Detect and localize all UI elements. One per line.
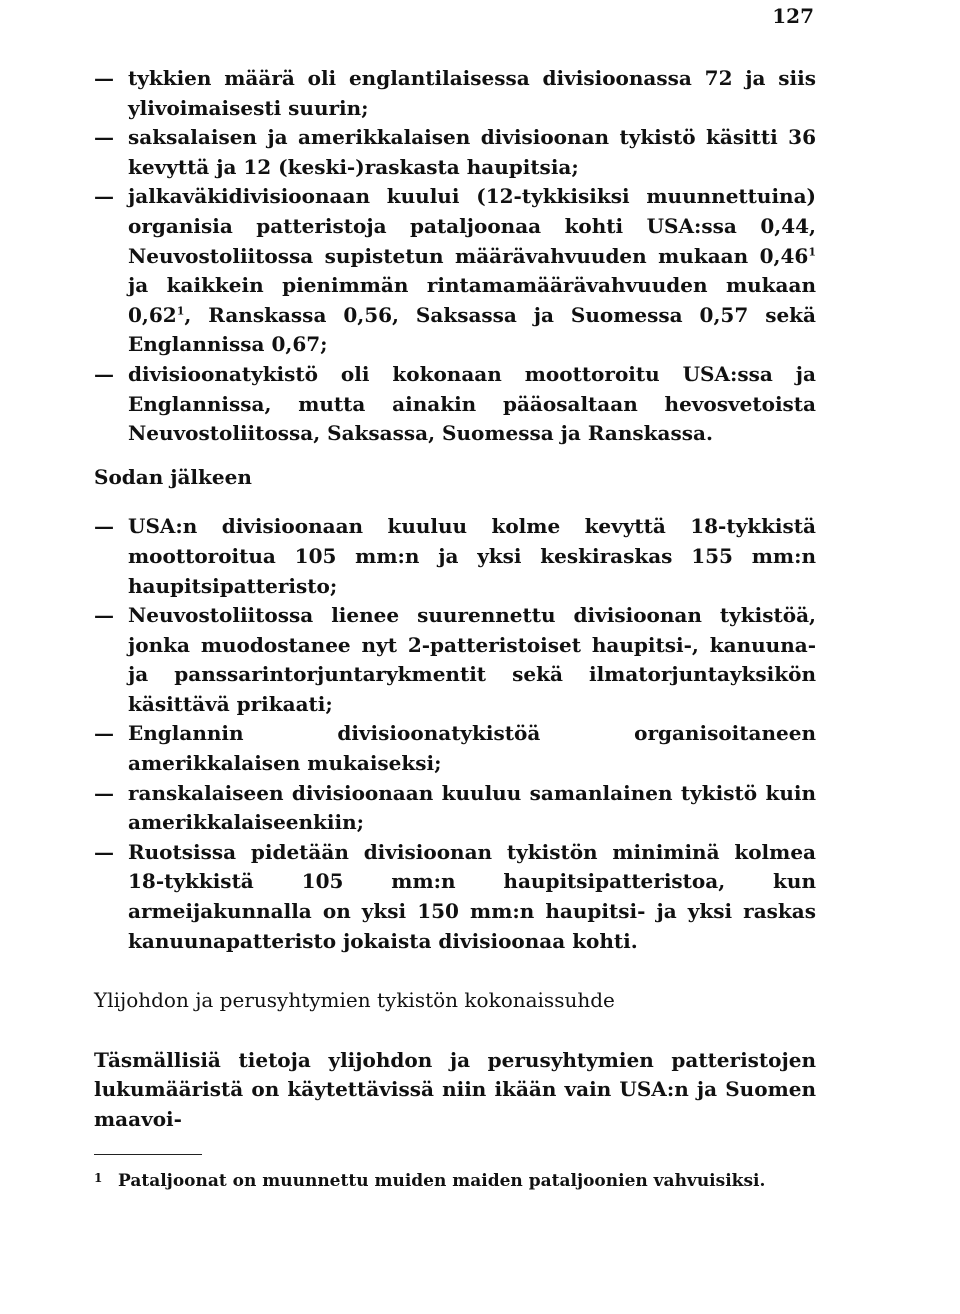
list-item	[94, 512, 816, 601]
list-item	[94, 360, 816, 449]
dash-marker: —	[94, 780, 114, 805]
text-segment: , Ranskassa 0,56, Saksassa ja Suomessa 0,57 sekä Englannissa 0,67;	[128, 302, 816, 357]
list-item	[94, 838, 816, 956]
list-item-text: divisioonatykistö oli kokonaan moottoroitu USA:ssa ja Englannissa, mutta ainakin pääosaltaan hevosvetoista Neuvostoliitossa, Saksassa, Suomessa ja Ranskassa.	[128, 361, 816, 446]
dash-marker: —	[94, 514, 114, 539]
footnote-ref: 1	[808, 244, 816, 258]
list-item-text: ranskalaiseen divisioonaan kuuluu samanlainen tykistö kuin amerikkalaiseenkiin;	[128, 780, 816, 835]
list-item-text	[128, 184, 816, 356]
list-item-text: saksalaisen ja amerikkalaisen divisioonan tykistö käsitti 36 kevyttä ja 12 (keski-)raskasta haupitsia;	[128, 125, 816, 179]
list-item	[94, 64, 816, 123]
list-item-text: Neuvostoliitossa lienee suurennettu divisioonan tykistöä, jonka muodostanee nyt 2-patteristoiset haupitsi-, kanuuna- ja panssarintorjuntarykmentit sekä ilmatorjuntayksikön käsittävä prikaati;	[128, 603, 816, 716]
page-number: 127	[772, 4, 814, 28]
dash-marker: —	[94, 66, 114, 90]
dash-marker: —	[94, 603, 114, 628]
list-item	[94, 779, 816, 838]
main-text	[94, 64, 816, 1135]
closing-paragraph: Täsmällisiä tietoja ylijohdon ja perusyhtymien patteristojen lukumääristä on käytettävissä niin ikään vain USA:n ja Suomen maavoi-	[94, 1047, 816, 1131]
list-item-text: Englannin divisioonatykistöä organisoitaneen amerikkalaisen mukaiseksi;	[128, 721, 816, 776]
dash-marker: —	[94, 839, 114, 864]
section-heading: Ylijohdon ja perusyhtymien tykistön kokonaissuhde	[94, 988, 615, 1013]
list-item-text: USA:n divisioonaan kuuluu kolme kevyttä 18-tykkistä moottoroitua 105 mm:n ja yksi keskiraskas 155 mm:n haupitsipatteristo;	[128, 514, 816, 598]
post-war-list	[94, 512, 816, 956]
dash-marker: —	[94, 184, 114, 209]
footnote-mark: 1	[94, 1171, 103, 1185]
footnote	[94, 1166, 814, 1193]
spacer	[94, 1016, 816, 1046]
footnote-text: Pataljoonat on muunnettu muiden maiden pataljoonien vahvuisiksi.	[118, 1171, 766, 1191]
footnote-divider	[94, 1154, 202, 1155]
list-item	[94, 601, 816, 719]
text-segment: ja kaikkein pienimmän rintamamäärävahvuuden mukaan 0,62	[128, 273, 816, 327]
pre-war-list	[94, 64, 816, 449]
dash-marker: —	[94, 125, 114, 150]
footnote-ref: 1	[176, 304, 185, 318]
list-item	[94, 182, 816, 360]
text-segment: jalkaväkidivisioonaan kuului (12-tykkisiksi muunnettuina) organisia patteristoja pataljoonaa kohti USA:ssa 0,44, Neuvostoliitossa supistetun määrävahvuuden mukaan 0,46	[128, 184, 816, 268]
dash-marker: —	[94, 361, 114, 386]
list-item-text: Ruotsissa pidetään divisioonan tykistön miniminä kolmea 18-tykkistä 105 mm:n haupitsipatteristoa, kun armeijakunnalla on yksi 150 mm:n haupitsi- ja yksi raskas kanuunapatteristo jokaista divisioonaa kohti.	[128, 839, 816, 953]
spacer	[94, 449, 816, 463]
spacer	[94, 492, 816, 512]
dash-marker: —	[94, 721, 114, 746]
list-item	[94, 719, 816, 778]
after-war-label: Sodan jälkeen	[94, 464, 252, 489]
list-item	[94, 123, 816, 182]
spacer	[94, 956, 816, 986]
list-item-text: tykkien määrä oli englantilaisessa divisioonassa 72 ja siis ylivoimaisesti suurin;	[128, 66, 816, 120]
